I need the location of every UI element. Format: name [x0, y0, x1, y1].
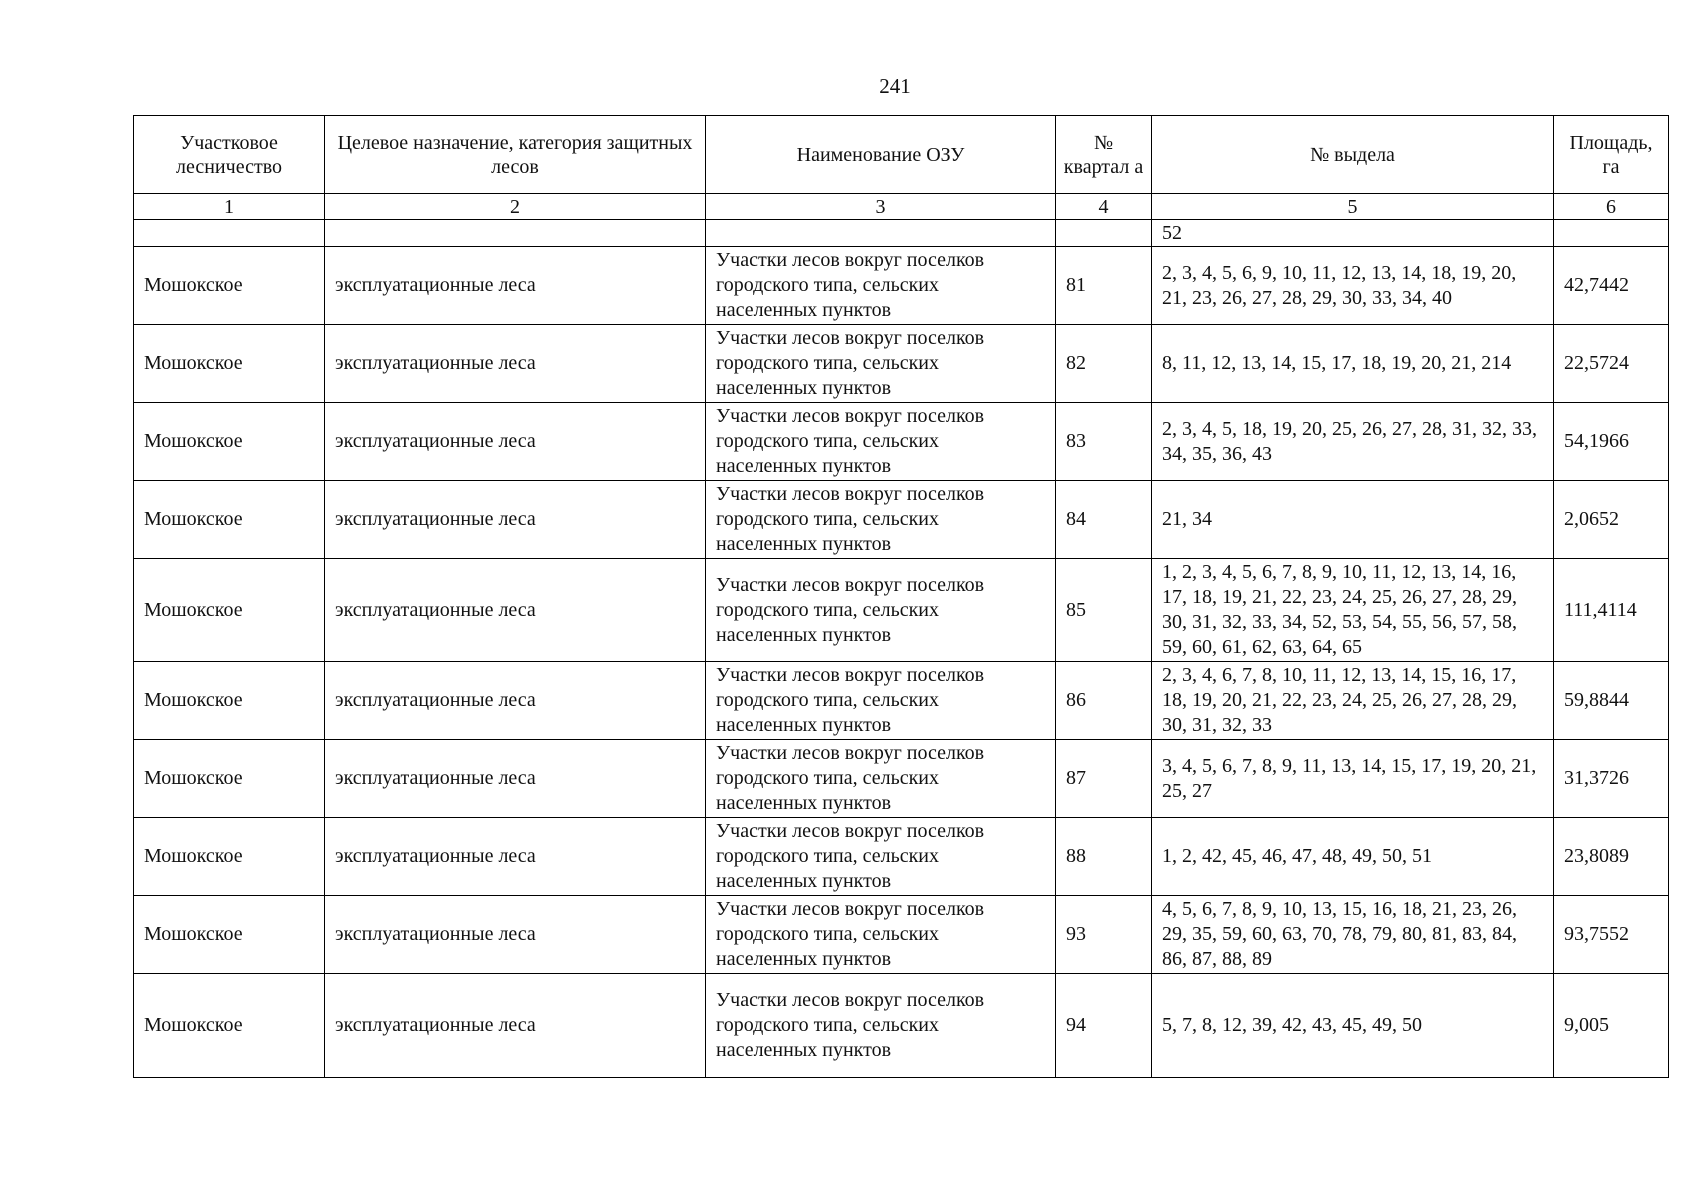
- cell-area: [1554, 220, 1669, 247]
- column-number: 5: [1152, 194, 1554, 220]
- cell-purpose: эксплуатационные леса: [325, 974, 706, 1078]
- page-number: 241: [879, 74, 911, 98]
- cell-forestry: Мошокское: [134, 896, 325, 974]
- header-forestry: Участковое лесничество: [134, 116, 325, 194]
- column-number-row: [134, 194, 1669, 220]
- cell-ozu: Участки лесов вокруг поселков городского типа, сельских населенных пунктов: [706, 818, 1056, 896]
- cell-purpose: эксплуатационные леса: [325, 559, 706, 662]
- table-row: [134, 818, 1669, 896]
- table-row: [134, 740, 1669, 818]
- cell-area: 42,7442: [1554, 247, 1669, 325]
- cell-forestry: [134, 220, 325, 247]
- table-row: [134, 896, 1669, 974]
- header-quarter: № квартал а: [1056, 116, 1152, 194]
- cell-area: 9,005: [1554, 974, 1669, 1078]
- cell-purpose: эксплуатационные леса: [325, 740, 706, 818]
- table-row: [134, 247, 1669, 325]
- cell-forestry: Мошокское: [134, 247, 325, 325]
- column-number: 1: [134, 194, 325, 220]
- cell-ozu: Участки лесов вокруг поселков городского типа, сельских населенных пунктов: [706, 559, 1056, 662]
- cell-quarter: 82: [1056, 325, 1152, 403]
- cell-plots: 2, 3, 4, 5, 6, 9, 10, 11, 12, 13, 14, 18, 19, 20, 21, 23, 26, 27, 28, 29, 30, 33, 34, 40: [1152, 247, 1554, 325]
- header-ozu: Наименование ОЗУ: [706, 116, 1056, 194]
- cell-plots: 21, 34: [1152, 481, 1554, 559]
- cell-quarter: 85: [1056, 559, 1152, 662]
- table-row: [134, 403, 1669, 481]
- table-row: [134, 974, 1669, 1078]
- column-number: 2: [325, 194, 706, 220]
- cell-plots: 3, 4, 5, 6, 7, 8, 9, 11, 13, 14, 15, 17, 19, 20, 21, 25, 27: [1152, 740, 1554, 818]
- cell-quarter: 88: [1056, 818, 1152, 896]
- cell-quarter: 86: [1056, 662, 1152, 740]
- cell-forestry: Мошокское: [134, 662, 325, 740]
- forest-plots-table: [133, 115, 1669, 1078]
- cell-plots: 8, 11, 12, 13, 14, 15, 17, 18, 19, 20, 21, 214: [1152, 325, 1554, 403]
- cell-ozu: Участки лесов вокруг поселков городского типа, сельских населенных пунктов: [706, 896, 1056, 974]
- continuation-row: [134, 220, 1669, 247]
- cell-purpose: эксплуатационные леса: [325, 325, 706, 403]
- cell-ozu: Участки лесов вокруг поселков городского типа, сельских населенных пунктов: [706, 325, 1056, 403]
- cell-area: 111,4114: [1554, 559, 1669, 662]
- cell-purpose: эксплуатационные леса: [325, 247, 706, 325]
- cell-ozu: Участки лесов вокруг поселков городского типа, сельских населенных пунктов: [706, 662, 1056, 740]
- header-area: Площадь, га: [1554, 116, 1669, 194]
- cell-area: 2,0652: [1554, 481, 1669, 559]
- cell-area: 59,8844: [1554, 662, 1669, 740]
- cell-plots: 52: [1152, 220, 1554, 247]
- cell-purpose: [325, 220, 706, 247]
- cell-quarter: [1056, 220, 1152, 247]
- column-number: 3: [706, 194, 1056, 220]
- column-number: 4: [1056, 194, 1152, 220]
- header-plots: № выдела: [1152, 116, 1554, 194]
- table-row: [134, 325, 1669, 403]
- cell-forestry: Мошокское: [134, 818, 325, 896]
- cell-quarter: 84: [1056, 481, 1152, 559]
- table-row: [134, 481, 1669, 559]
- cell-ozu: Участки лесов вокруг поселков городского типа, сельских населенных пунктов: [706, 974, 1056, 1078]
- cell-forestry: Мошокское: [134, 559, 325, 662]
- header-row: [134, 116, 1669, 194]
- cell-purpose: эксплуатационные леса: [325, 481, 706, 559]
- table-row: [134, 559, 1669, 662]
- cell-area: 23,8089: [1554, 818, 1669, 896]
- cell-ozu: Участки лесов вокруг поселков городского типа, сельских населенных пунктов: [706, 403, 1056, 481]
- cell-forestry: Мошокское: [134, 974, 325, 1078]
- cell-purpose: эксплуатационные леса: [325, 818, 706, 896]
- cell-ozu: Участки лесов вокруг поселков городского типа, сельских населенных пунктов: [706, 481, 1056, 559]
- cell-purpose: эксплуатационные леса: [325, 662, 706, 740]
- column-number: 6: [1554, 194, 1669, 220]
- cell-area: 54,1966: [1554, 403, 1669, 481]
- cell-plots: 1, 2, 42, 45, 46, 47, 48, 49, 50, 51: [1152, 818, 1554, 896]
- cell-quarter: 94: [1056, 974, 1152, 1078]
- cell-quarter: 87: [1056, 740, 1152, 818]
- cell-purpose: эксплуатационные леса: [325, 403, 706, 481]
- cell-forestry: Мошокское: [134, 403, 325, 481]
- cell-area: 22,5724: [1554, 325, 1669, 403]
- cell-forestry: Мошокское: [134, 325, 325, 403]
- cell-plots: 2, 3, 4, 5, 18, 19, 20, 25, 26, 27, 28, 31, 32, 33, 34, 35, 36, 43: [1152, 403, 1554, 481]
- cell-ozu: [706, 220, 1056, 247]
- table-row: [134, 662, 1669, 740]
- cell-area: 31,3726: [1554, 740, 1669, 818]
- cell-area: 93,7552: [1554, 896, 1669, 974]
- cell-forestry: Мошокское: [134, 481, 325, 559]
- cell-plots: 4, 5, 6, 7, 8, 9, 10, 13, 15, 16, 18, 21, 23, 26, 29, 35, 59, 60, 63, 70, 78, 79, 80, 81, 83, 84, 86, 87, 88, 89: [1152, 896, 1554, 974]
- cell-ozu: Участки лесов вокруг поселков городского типа, сельских населенных пунктов: [706, 740, 1056, 818]
- cell-purpose: эксплуатационные леса: [325, 896, 706, 974]
- cell-quarter: 81: [1056, 247, 1152, 325]
- header-purpose: Целевое назначение, категория защитных лесов: [325, 116, 706, 194]
- cell-plots: 1, 2, 3, 4, 5, 6, 7, 8, 9, 10, 11, 12, 13, 14, 16, 17, 18, 19, 21, 22, 23, 24, 25, 26, 27, 28, 29, 30, 31, 32, 33, 34, 52, 53, 54, 55, 56, 57, 58, 59, 60, 61, 62, 63, 64, 65: [1152, 559, 1554, 662]
- cell-forestry: Мошокское: [134, 740, 325, 818]
- cell-quarter: 83: [1056, 403, 1152, 481]
- cell-ozu: Участки лесов вокруг поселков городского типа, сельских населенных пунктов: [706, 247, 1056, 325]
- cell-plots: 5, 7, 8, 12, 39, 42, 43, 45, 49, 50: [1152, 974, 1554, 1078]
- cell-quarter: 93: [1056, 896, 1152, 974]
- cell-plots: 2, 3, 4, 6, 7, 8, 10, 11, 12, 13, 14, 15, 16, 17, 18, 19, 20, 21, 22, 23, 24, 25, 26, 27, 28, 29, 30, 31, 32, 33: [1152, 662, 1554, 740]
